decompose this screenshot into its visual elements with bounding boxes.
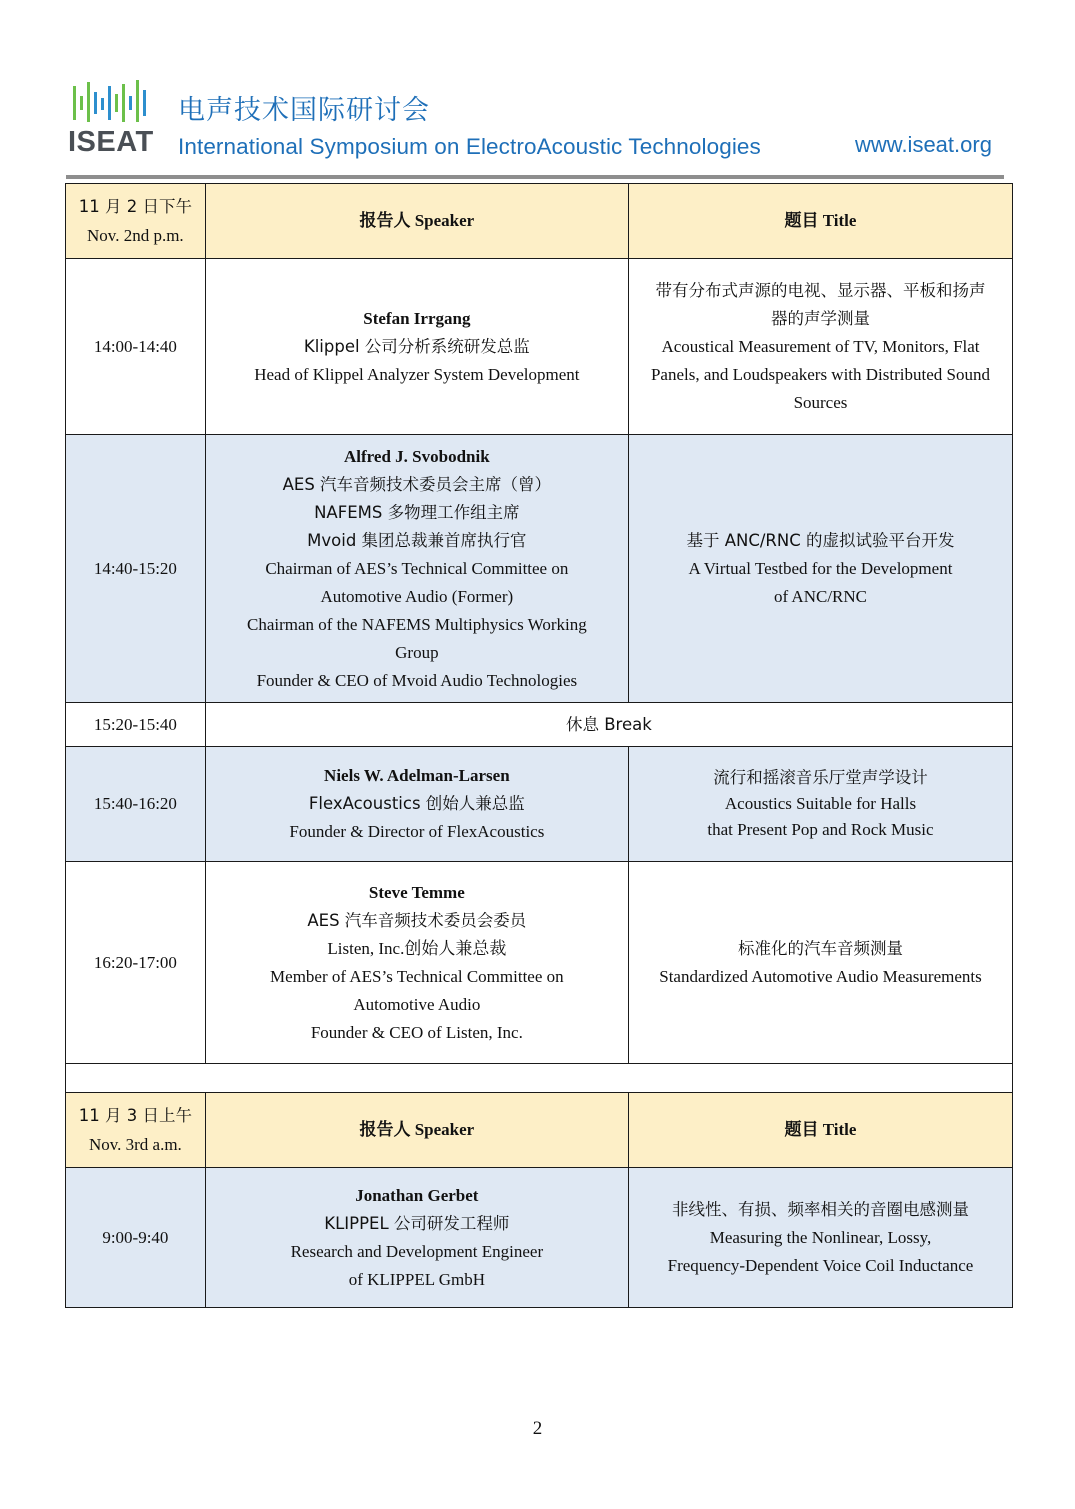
title-line: 流行和摇滚音乐厅堂声学设计 [713, 768, 928, 787]
speaker-line: AES 汽车音频技术委员会主席（曾） [282, 474, 552, 494]
title-header-label: 题目 Title [784, 211, 857, 230]
spacer-row [66, 1064, 1013, 1093]
speaker-line: Mvoid 集团总裁兼首席执行官 [307, 530, 527, 550]
speaker-cell [205, 1168, 628, 1308]
speaker-name: Niels W. Adelman-Larsen [324, 766, 510, 785]
title-line: A Virtual Testbed for the Development [688, 558, 953, 578]
title-line: 非线性、有损、频率相关的音圈电感测量 [671, 1199, 969, 1219]
speaker-header-label: 报告人 Speaker [359, 211, 475, 230]
speaker-header [205, 184, 628, 259]
date-cell [66, 1093, 206, 1168]
title-line: 器的声学测量 [770, 308, 870, 328]
speaker-name: Stefan Irrgang [363, 308, 471, 328]
speaker-line: Founder & CEO of Listen, Inc. [310, 1022, 523, 1042]
table-row [66, 862, 1013, 1064]
table-header-row [66, 184, 1013, 259]
title-header-label: 题目 Title [784, 1120, 857, 1139]
date-cell [66, 184, 206, 259]
website-link[interactable]: www.iseat.org [855, 132, 992, 157]
title-line: 带有分布式声源的电视、显示器、平板和扬声 [655, 280, 986, 300]
speaker-cell [205, 747, 628, 862]
title-line: of ANC/RNC [773, 586, 867, 606]
time-cell: 15:20-15:40 [66, 703, 206, 747]
speaker-line: Member of AES’s Technical Committee on [270, 966, 564, 986]
speaker-line: Founder & Director of FlexAcoustics [289, 822, 545, 841]
speaker-line: Head of Klippel Analyzer System Development [254, 364, 580, 384]
table-header-row [66, 1093, 1013, 1168]
speaker-header-label: 报告人 Speaker [359, 1120, 475, 1139]
date-en: Nov. 3rd a.m. [88, 1135, 182, 1154]
symposium-title-cn: 电声技术国际研讨会 [178, 95, 430, 126]
speaker-line: Klippel 公司分析系统研发总监 [303, 336, 530, 356]
break-cell [205, 703, 1012, 747]
time-cell: 14:40-15:20 [66, 435, 206, 703]
speaker-line: Chairman of AES’s Technical Committee on [265, 558, 569, 578]
speaker-line: KLIPPEL 公司研发工程师 [324, 1213, 510, 1233]
schedule-table [65, 183, 1013, 1308]
speaker-cell [205, 435, 628, 703]
symposium-title-en: International Symposium on ElectroAcoustic Technologies [178, 134, 761, 159]
table-row [66, 435, 1013, 703]
break-row [66, 703, 1013, 747]
date-cn: 11 月 3 日上午 [78, 1106, 192, 1125]
title-cell [628, 435, 1012, 703]
speaker-line: AES 汽车音频技术委员会委员 [307, 910, 527, 930]
date-en: Nov. 2nd p.m. [87, 226, 184, 245]
title-line: Measuring the Nonlinear, Lossy, [709, 1227, 932, 1247]
title-header [628, 184, 1012, 259]
date-cn: 11 月 2 日下午 [78, 197, 192, 216]
title-cell [628, 259, 1012, 435]
speaker-name: Alfred J. Svobodnik [344, 446, 490, 466]
title-line: Acoustics Suitable for Halls [724, 794, 917, 813]
speaker-line: Research and Development Engineer [290, 1241, 544, 1261]
speaker-line: Founder & CEO of Mvoid Audio Technologies [256, 670, 578, 690]
speaker-name: Steve Temme [368, 882, 465, 902]
speaker-line: Automotive Audio (Former) [320, 586, 514, 606]
speaker-line: NAFEMS 多物理工作组主席 [314, 502, 520, 522]
table-row [66, 259, 1013, 435]
time-cell: 15:40-16:20 [66, 747, 206, 862]
table-row [66, 747, 1013, 862]
title-line: Acoustical Measurement of TV, Monitors, Flat [661, 336, 980, 356]
time-cell: 16:20-17:00 [66, 862, 206, 1064]
speaker-line: of KLIPPEL GmbH [348, 1269, 485, 1289]
time-cell: 14:00-14:40 [66, 259, 206, 435]
speaker-header [205, 1093, 628, 1168]
title-header [628, 1093, 1012, 1168]
time-cell: 9:00-9:40 [66, 1168, 206, 1308]
title-cell [628, 862, 1012, 1064]
spacer-cell [66, 1064, 1013, 1093]
speaker-cell [205, 862, 628, 1064]
logo-wordmark: ISEAT [68, 126, 154, 158]
title-line: 基于 ANC/RNC 的虚拟试验平台开发 [686, 530, 955, 550]
break-label: 休息 Break [565, 714, 652, 734]
page-number: 2 [532, 1418, 543, 1439]
speaker-cell [205, 259, 628, 435]
title-line: Frequency-Dependent Voice Coil Inductance [667, 1255, 974, 1275]
speaker-line: Group [395, 642, 439, 662]
title-line: 标准化的汽车音频测量 [737, 938, 903, 958]
title-cell [628, 1168, 1012, 1308]
title-line: that Present Pop and Rock Music [707, 820, 934, 839]
title-line: Standardized Automotive Audio Measurements [659, 966, 982, 986]
speaker-line: Listen, Inc.创始人兼总裁 [327, 938, 507, 958]
speaker-line: FlexAcoustics 创始人兼总监 [308, 794, 525, 813]
speaker-name: Jonathan Gerbet [355, 1185, 479, 1205]
title-cell [628, 747, 1012, 862]
speaker-line: Automotive Audio [353, 994, 481, 1014]
speaker-line: Chairman of the NAFEMS Multiphysics Working [246, 614, 587, 634]
title-line: Panels, and Loudspeakers with Distributed Sound [650, 364, 990, 384]
iseat-logo-icon [72, 78, 148, 124]
page-header [0, 0, 1075, 190]
table-row [66, 1168, 1013, 1308]
header-divider [66, 175, 1004, 179]
title-line: Sources [793, 392, 848, 412]
